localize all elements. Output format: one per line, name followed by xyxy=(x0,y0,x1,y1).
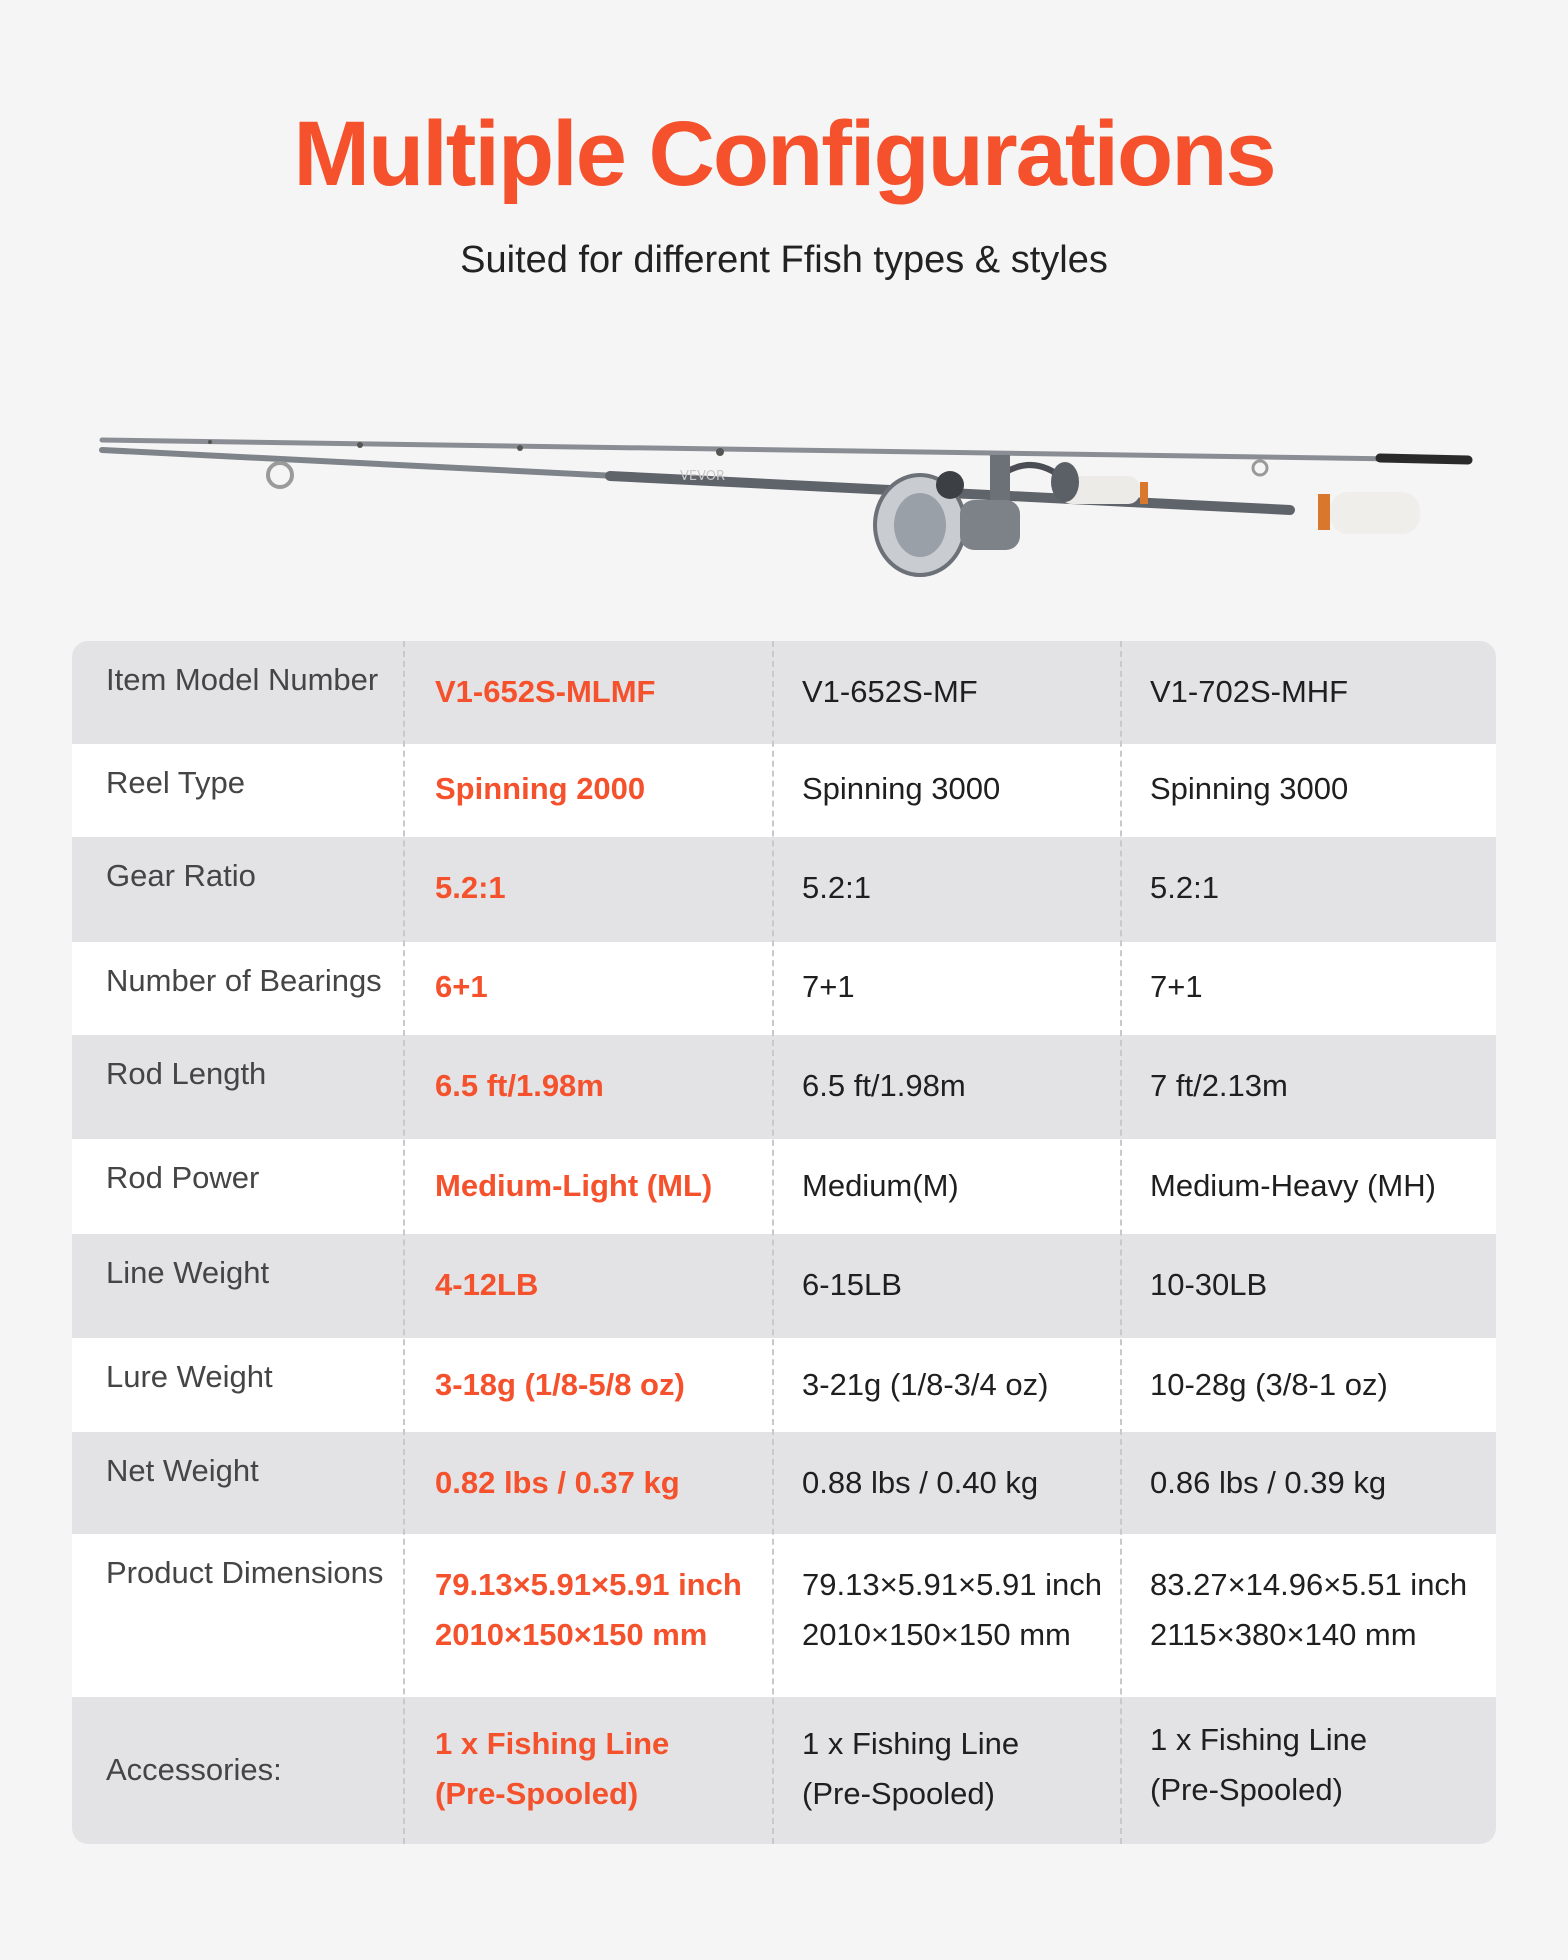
table-row xyxy=(72,744,1496,837)
table-row xyxy=(72,942,1496,1035)
spec-value: 0.88 lbs / 0.40 kg xyxy=(802,1465,1039,1500)
spec-label: Number of Bearings xyxy=(106,963,382,998)
page-subtitle: Suited for different Ffish types & styles xyxy=(460,239,1108,281)
table-row xyxy=(72,1338,1496,1432)
spec-value: Spinning 3000 xyxy=(802,771,1001,806)
spec-value-highlight: 0.82 lbs / 0.37 kg xyxy=(435,1465,680,1500)
fishing-rod-reel-image xyxy=(90,410,1490,590)
spec-value-highlight: 4-12LB xyxy=(435,1267,539,1302)
spec-value xyxy=(772,1534,1120,1697)
column-divider xyxy=(403,641,405,1844)
table-row xyxy=(72,641,1496,744)
table-row xyxy=(72,1139,1496,1234)
column-divider xyxy=(772,641,774,1844)
spec-value: 3-21g (1/8-3/4 oz) xyxy=(802,1367,1049,1402)
spec-value: V1-702S-MHF xyxy=(1150,674,1349,709)
table-row xyxy=(72,1234,1496,1338)
spec-value xyxy=(772,1697,1120,1844)
spec-label: Line Weight xyxy=(106,1255,270,1290)
spec-value-highlight: 5.2:1 xyxy=(435,870,506,905)
spec-value-line: 2115×380×140 mm xyxy=(1150,1617,1417,1652)
spec-value: 5.2:1 xyxy=(1150,870,1219,905)
spec-label: Rod Length xyxy=(106,1056,267,1091)
spec-value: 10-30LB xyxy=(1150,1267,1268,1302)
spec-value-highlight xyxy=(403,1697,772,1844)
spec-value: 7+1 xyxy=(1150,969,1203,1004)
spec-value-line: 83.27×14.96×5.51 inch xyxy=(1150,1567,1468,1602)
spec-value-line: 1 x Fishing Line xyxy=(1150,1722,1368,1757)
spec-value-highlight xyxy=(403,1534,772,1697)
spec-value-highlight: 6.5 ft/1.98m xyxy=(435,1068,604,1103)
spec-value-line: 2010×150×150 mm xyxy=(435,1617,708,1652)
table-row xyxy=(72,1432,1496,1534)
spec-label: Rod Power xyxy=(106,1160,260,1195)
spec-value-line: 79.13×5.91×5.91 inch xyxy=(802,1567,1102,1602)
spec-label: Lure Weight xyxy=(106,1359,273,1394)
spec-value: Medium(M) xyxy=(802,1168,959,1203)
spec-value-highlight: 6+1 xyxy=(435,969,488,1004)
spec-value-highlight: V1-652S-MLMF xyxy=(435,674,656,709)
spec-label: Reel Type xyxy=(106,765,246,800)
spec-value-highlight: Spinning 2000 xyxy=(435,771,646,806)
spec-value: 10-28g (3/8-1 oz) xyxy=(1150,1367,1388,1402)
brand-mark: VEVOR xyxy=(680,469,726,484)
spec-value xyxy=(1120,1697,1496,1844)
spec-value-line: (Pre-Spooled) xyxy=(1150,1772,1343,1807)
table-row xyxy=(72,1534,1496,1697)
spec-value xyxy=(1120,1534,1496,1697)
spec-value: 5.2:1 xyxy=(802,870,871,905)
spec-label: Item Model Number xyxy=(106,662,379,697)
spec-value: 6.5 ft/1.98m xyxy=(802,1068,966,1103)
spec-value: 0.86 lbs / 0.39 kg xyxy=(1150,1465,1387,1500)
spec-label: Net Weight xyxy=(106,1453,259,1488)
spec-value: 6-15LB xyxy=(802,1267,902,1302)
table-row xyxy=(72,1035,1496,1139)
spec-value-line: 1 x Fishing Line xyxy=(802,1726,1020,1761)
spec-label: Accessories: xyxy=(106,1752,282,1787)
spec-value: Spinning 3000 xyxy=(1150,771,1349,806)
spec-value-highlight: Medium-Light (ML) xyxy=(435,1168,713,1203)
spec-value-line: (Pre-Spooled) xyxy=(802,1776,995,1811)
spec-value: V1-652S-MF xyxy=(802,674,978,709)
spec-value: Medium-Heavy (MH) xyxy=(1150,1168,1436,1203)
spec-label: Gear Ratio xyxy=(106,858,256,893)
spec-value-line: 79.13×5.91×5.91 inch xyxy=(435,1567,742,1602)
spec-value-highlight: 3-18g (1/8-5/8 oz) xyxy=(435,1367,685,1402)
spec-value-line: 1 x Fishing Line xyxy=(435,1726,670,1761)
spec-value: 7 ft/2.13m xyxy=(1150,1068,1288,1103)
column-divider xyxy=(1120,641,1122,1844)
spec-label: Product Dimensions xyxy=(106,1555,384,1590)
spec-comparison-table xyxy=(72,641,1496,1844)
spec-value: 7+1 xyxy=(802,969,855,1004)
table-row xyxy=(72,1697,1496,1844)
spec-value-line: (Pre-Spooled) xyxy=(435,1776,639,1811)
page-title: Multiple Configurations xyxy=(293,103,1275,205)
table-row xyxy=(72,837,1496,942)
spec-value-line: 2010×150×150 mm xyxy=(802,1617,1071,1652)
